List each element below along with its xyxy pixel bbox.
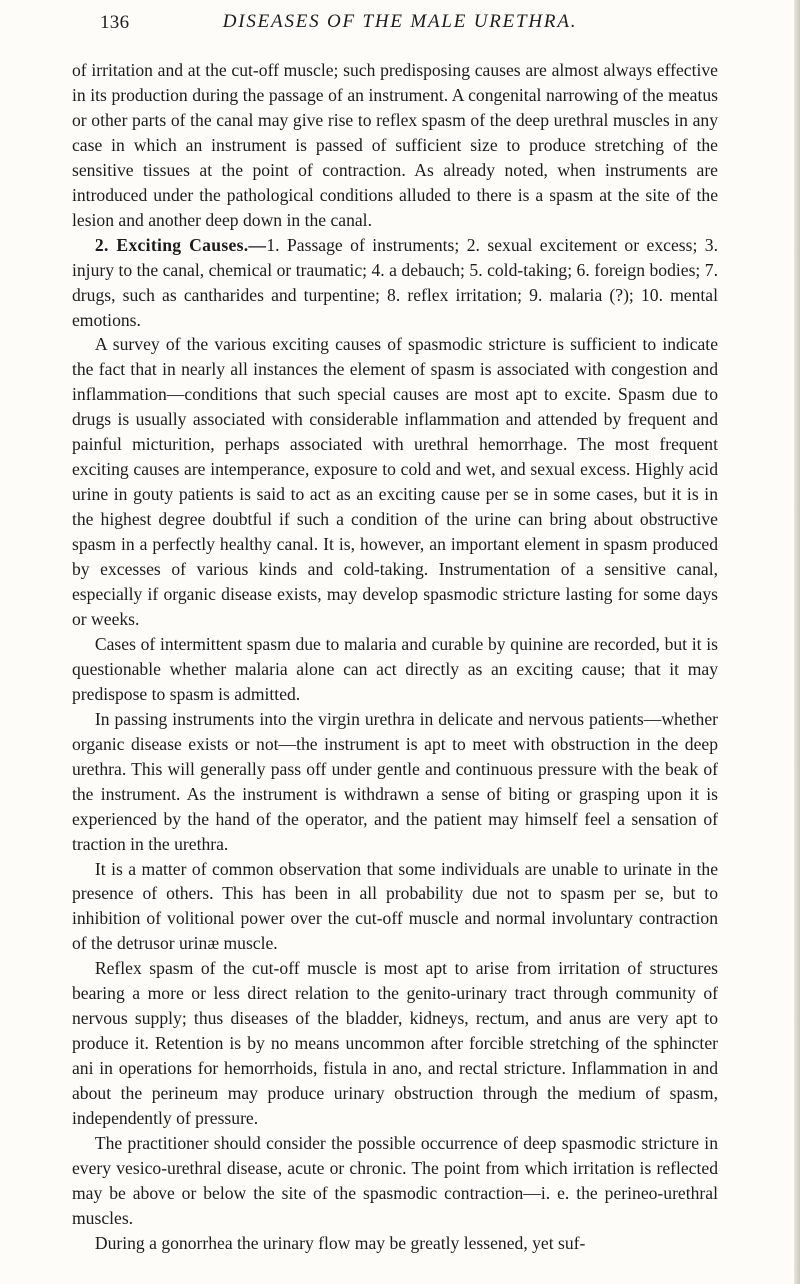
paragraph: During a gonorrhea the urinary flow may be greatly lessened, yet suf-	[94, 1232, 586, 1253]
paragraph: The practitioner should consider the possible occurrence of deep spasmodic stricture in every vesico-urethral disease, acute or chronic. The point from which irritation is reflected may be above or below the site of the spasmodic contraction—i. e. the perineo-urethral muscles.	[72, 1132, 718, 1228]
paragraph: Cases of intermittent spasm due to malaria and curable by quinine are recorded, but it is questionable whether malaria alone can act directly as an exciting cause; that it may predispose to spasm is admitted.	[72, 633, 718, 704]
section-subheading: 2. Exciting Causes.—	[94, 234, 267, 255]
page-header	[0, 8, 800, 38]
paragraph: A survey of the various exciting causes of spasmodic stricture is sufficient to indicate the fact that in nearly all instances the element of spasm is associated with congestion and inflammation—conditions that such special causes are most apt to excite. Spasm due to drugs is usually associated with considerable inflammation and attended by frequent and painful micturition, perhaps associated with urethral hemorrhage. The most frequent exciting causes are intemperance, exposure to cold and wet, and sexual excess. Highly acid urine in gouty patients is said to act as an exciting cause per se in some cases, but it is in the highest degree doubtful if such a condition of the urine can bring about obstructive spasm in a perfectly healthy canal. It is, however, an important element in spasm produced by excesses of various kinds and cold-taking. Instrumentation of a sensitive canal, especially if organic disease exists, may develop spasmodic stricture lasting for some days or weeks.	[72, 334, 718, 629]
paragraph: In passing instruments into the virgin urethra in delicate and nervous patients—whether organic disease exists or not—the instrument is apt to meet with obstruction in the deep urethra. This will generally pass off under gentle and continuous pressure with the beak of the instrument. As the instrument is withdrawn a sense of biting or grasping upon it is experienced by the hand of the operator, and the patient may himself feel a sensation of traction in the urethra.	[72, 708, 718, 854]
body-text	[72, 58, 718, 1256]
page-edge-shadow	[794, 0, 800, 1284]
paragraph-exciting-causes	[72, 233, 718, 333]
running-head: DISEASES OF THE MALE URETHRA.	[222, 11, 578, 32]
paragraph: Reflex spasm of the cut-off muscle is most apt to arise from irritation of structures bearing a more or less direct relation to the genito-urinary tract through community of nervous supply; thus diseases of the bladder, kidneys, rectum, and anus are very apt to produce it. Retention is by no means uncommon after forcible stretching of the sphincter ani in operations for hemorrhoids, fistula in ano, and rectal stricture. Inflammation in and about the perineum may produce urinary obstruction through the medium of spasm, independently of pressure.	[72, 958, 718, 1129]
page-number: 136	[100, 12, 130, 33]
paragraph-text: 1. Passage of instruments; 2. sexual excitement or excess; 3. injury to the canal, chemical or traumatic; 4. a debauch; 5. cold-taking; 6. foreign bodies; 7. drugs, such as cantharides and turpentine; 8. reflex irritation; 9. malaria (?); 10. mental emotions.	[72, 234, 718, 330]
paragraph: of irritation and at the cut-off muscle; such predisposing causes are almost always effective in its production during the passage of an instrument. A congenital narrowing of the meatus or other parts of the canal may give rise to reflex spasm of the deep urethral muscles in any case in which an instrument is passed of sufficient size to produce stretching of the sensitive tissues at the point of contraction. As already noted, when instruments are introduced under the pathological conditions alluded to there is a spasm at the site of the lesion and another deep down in the canal.	[72, 60, 718, 230]
paragraph: It is a matter of common observation that some individuals are unable to urinate in the presence of others. This has been in all probability due not to spasm per se, but to inhibition of volitional power over the cut-off muscle and normal involuntary contraction of the detrusor urinæ muscle.	[72, 858, 718, 954]
